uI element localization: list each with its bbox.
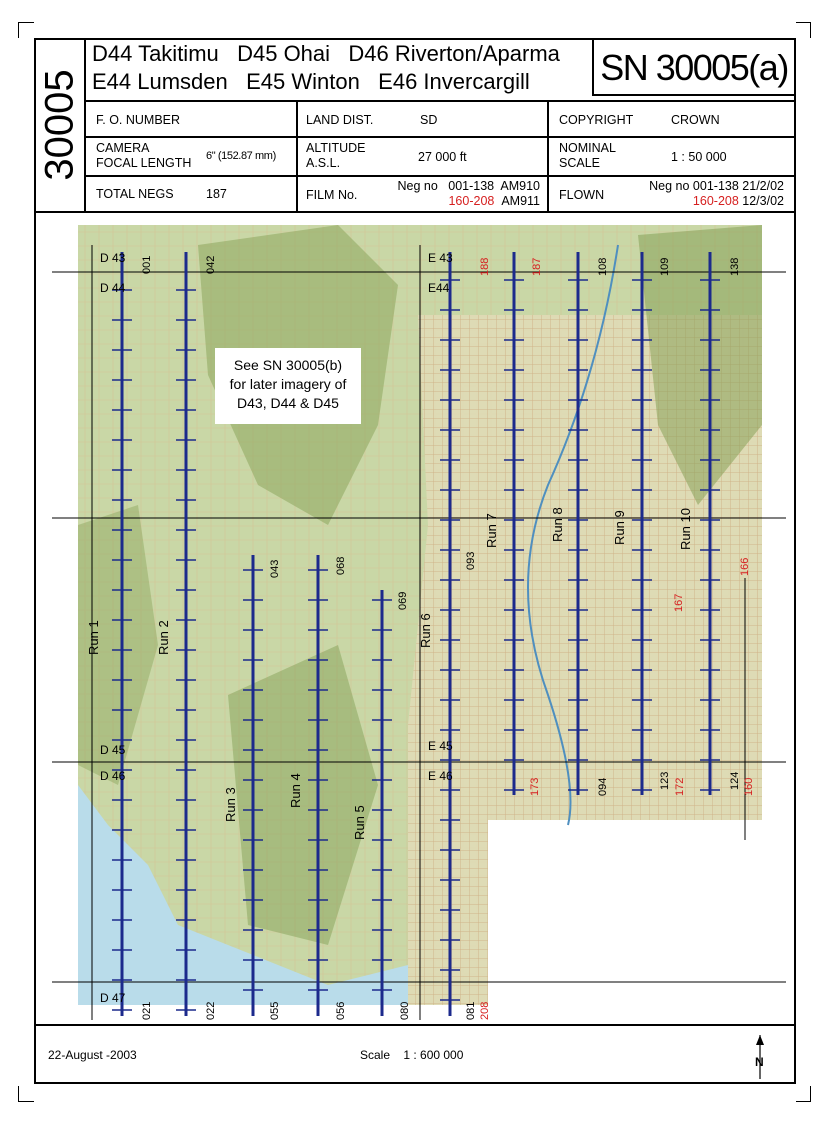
camera-value: 6" (152.87 mm) bbox=[206, 150, 276, 162]
neg-number: 055 bbox=[269, 1001, 281, 1020]
sheet-label-d43: D 43 bbox=[100, 251, 126, 265]
sheet-label-e43: E 43 bbox=[428, 251, 453, 265]
run-label: Run 2 bbox=[156, 620, 171, 655]
sheet-label-d45: D 45 bbox=[100, 743, 126, 757]
survey-number: SN 30005(a) bbox=[592, 40, 794, 96]
run-label: Run 9 bbox=[612, 510, 627, 545]
film-range-red: 160-208 bbox=[448, 194, 495, 208]
sheet-label-e45: E 45 bbox=[428, 739, 453, 753]
neg-number-red: 187 bbox=[531, 257, 543, 276]
north-arrow bbox=[750, 1033, 770, 1081]
neg-number: 043 bbox=[269, 559, 281, 578]
fo-number-label: F. O. NUMBER bbox=[96, 113, 181, 127]
land-dist-label: LAND DIST. bbox=[306, 113, 374, 127]
note-box bbox=[215, 348, 361, 424]
note-line-1: See SN 30005(b) bbox=[233, 357, 343, 373]
run-label: Run 1 bbox=[86, 620, 101, 655]
total-negs-label: TOTAL NEGS bbox=[96, 187, 174, 201]
neg-number-red: 167 bbox=[673, 593, 685, 612]
neg-number: 042 bbox=[205, 255, 217, 274]
neg-number: 124 bbox=[729, 771, 741, 790]
neg-number-red: 172 bbox=[674, 777, 686, 796]
altitude-label-1: ALTITUDE bbox=[306, 141, 366, 155]
flown-line-1: Neg no 001-138 21/2/02 bbox=[649, 179, 784, 193]
neg-number: 068 bbox=[335, 556, 347, 575]
neg-number: 109 bbox=[659, 257, 671, 276]
note-line-2: for later imagery of bbox=[229, 376, 347, 392]
neg-number: 022 bbox=[205, 1001, 217, 1020]
nominal-label-1: NOMINAL bbox=[559, 141, 616, 155]
neg-number: 001 bbox=[141, 255, 153, 274]
flown-range-red: 160-208 bbox=[692, 194, 739, 208]
nominal-label-2: SCALE bbox=[559, 156, 600, 170]
film-roll-2: AM911 bbox=[501, 194, 540, 208]
sheet-label-d46: D 46 bbox=[100, 769, 126, 783]
footer-divider bbox=[34, 1024, 796, 1026]
flown-label: FLOWN bbox=[559, 188, 605, 202]
sheet-label-e46: E 46 bbox=[428, 769, 453, 783]
sheet-label-d47: D 47 bbox=[100, 991, 126, 1005]
title-line-2: E44 Lumsden E45 Winton E46 Invercargill bbox=[92, 69, 530, 94]
neg-number: 108 bbox=[597, 257, 609, 276]
flown-date-2: 12/3/02 bbox=[742, 194, 784, 208]
neg-number-red: 166 bbox=[739, 557, 751, 576]
neg-number: 069 bbox=[397, 591, 409, 610]
nominal-scale-value: 1 : 50 000 bbox=[671, 150, 727, 164]
run-label: Run 10 bbox=[678, 508, 693, 550]
copyright-value: CROWN bbox=[671, 113, 720, 127]
note-line-3: D43, D44 & D45 bbox=[237, 395, 339, 411]
altitude-label-2: A.S.L. bbox=[306, 156, 341, 170]
neg-number: 021 bbox=[141, 1001, 153, 1020]
neg-number-red: 188 bbox=[479, 257, 491, 276]
land-dist-value: SD bbox=[420, 113, 438, 127]
total-negs-value: 187 bbox=[206, 187, 227, 201]
sheet-id: 30005 bbox=[37, 69, 82, 181]
run-label: Run 4 bbox=[288, 773, 303, 808]
neg-number: 138 bbox=[729, 257, 741, 276]
camera-label-1: CAMERA bbox=[96, 141, 150, 155]
neg-number: 093 bbox=[465, 551, 477, 570]
altitude-value: 27 000 ft bbox=[418, 150, 467, 164]
neg-number: 081 bbox=[465, 1001, 477, 1020]
run-label: Run 5 bbox=[352, 805, 367, 840]
neg-number: 080 bbox=[399, 1001, 411, 1020]
flight-runs bbox=[112, 252, 720, 1016]
sheet-label-e44: E44 bbox=[428, 281, 450, 295]
north-label: N bbox=[755, 1055, 764, 1069]
neg-number: 056 bbox=[335, 1001, 347, 1020]
map-scale: Scale 1 : 600 000 bbox=[360, 1048, 464, 1062]
run-label: Run 6 bbox=[418, 613, 433, 648]
film-line-1: Neg no 001-138 AM910 bbox=[397, 179, 540, 193]
date: 22-August -2003 bbox=[48, 1048, 137, 1062]
title-line-1: D44 Takitimu D45 Ohai D46 Riverton/Aparma bbox=[92, 41, 560, 66]
run-label: Run 3 bbox=[223, 787, 238, 822]
run-label: Run 8 bbox=[550, 507, 565, 542]
neg-number-red: 160 bbox=[743, 777, 755, 796]
film-label: FILM No. bbox=[306, 188, 358, 202]
neg-number-red: 173 bbox=[529, 777, 541, 796]
neg-number: 123 bbox=[659, 771, 671, 790]
copyright-label: COPYRIGHT bbox=[559, 113, 634, 127]
neg-number-red: 208 bbox=[479, 1001, 491, 1020]
camera-label-2: FOCAL LENGTH bbox=[96, 156, 192, 170]
neg-number: 094 bbox=[597, 777, 609, 796]
run-label: Run 7 bbox=[484, 513, 499, 548]
sheet-label-d44: D 44 bbox=[100, 281, 126, 295]
